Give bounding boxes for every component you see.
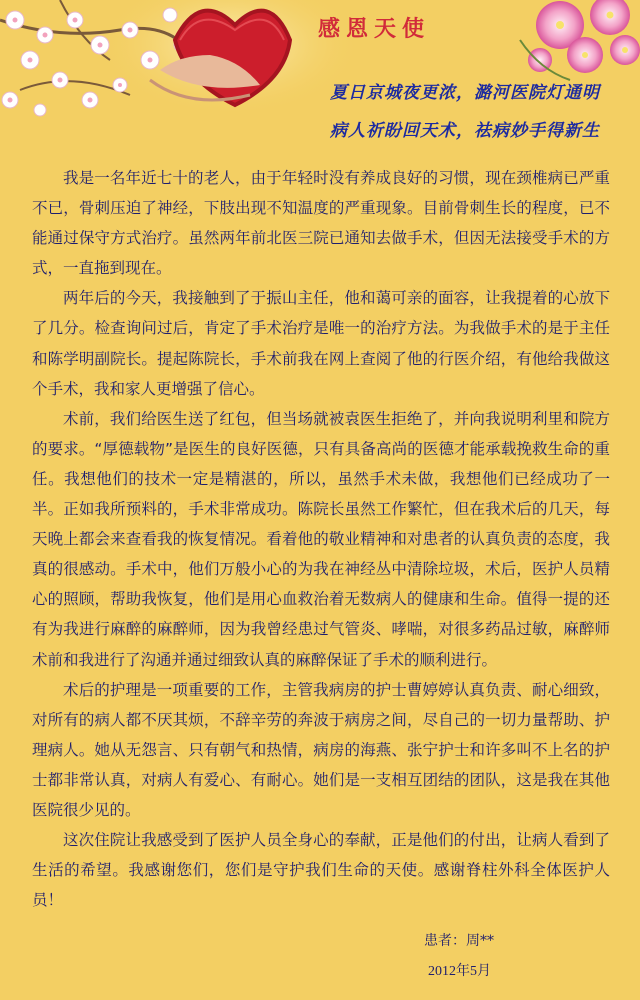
paragraph: 术后的护理是一项重要的工作，主管我病房的护士曹婷婷认真负责、耐心细致，对所有的病人都不厌其烦，不辞辛劳的奔波于病房之间，尽自己的一切力量帮助、护理病人。她从无怨言、只有朝气和热情，病房的海燕、张宁护士和许多叫不上名的护士都非常认真，对病人有爱心、有耐心。她们是一支相互团结的团队，这是我在其他医院很少见的。 <box>32 680 610 819</box>
signature: 患者：周** <box>424 933 494 949</box>
paragraph: 我是一名年近七十的老人，由于年轻时没有养成良好的习惯，现在颈椎病已严重不已，骨刺压迫了神经，下肢出现不知温度的严重现象。目前骨刺生长的程度，已不能通过保守方式治疗。虽然两年前北医三院已通知去做手术，但因无法接受手术的方式，一直拖到现在。 <box>32 169 610 278</box>
paragraph: 两年后的今天，我接触到了于振山主任，他和蔼可亲的面容，让我提着的心放下了几分。检查询问过后，肯定了手术治疗是唯一的治疗方法。为我做手术的是于主任和陈学明副院长。提起陈院长，手术前我在网上查阅了他的行医介绍，有他给我做这个手术，我和家人更增强了信心。 <box>32 289 610 398</box>
page-title: 感恩天使 <box>318 16 431 42</box>
paragraph: 术前，我们给医生送了红包，但当场就被袁医生拒绝了，并向我说明利里和院方的要求。“厚德载物”是医生的良好医德，只有具备高尚的医德才能承载挽救生命的重任。我想他们的技术一定是精湛的，所以，虽然手术未做，我想他们已经成功了一半。正如我所预料的，手术非常成功。陈院长虽然工作繁忙，但在我术后的几天，每天晚上都会来查看我的恢复情况。看着他的敬业精神和对患者的认真负责的态度，我真的很感动。手术中，他们万般小心的为我在神经丛中清除垃圾，术后，医护人员精心的照顾，帮助我恢复，他们是用心血救治着无数病人的健康和生命。值得一提的还有为我进行麻醉的麻醉师，因为我曾经患过气管炎、哮喘，对很多药品过敏，麻醉师术前和我进行了沟通并通过细致认真的麻醉保证了手术的顺利进行。 <box>32 409 610 669</box>
paragraph: 这次住院让我感受到了医护人员全身心的奉献，正是他们的付出，让病人看到了生活的希望。我感谢您们，您们是守护我们生命的天使。感谢脊柱外科全体医护人员！ <box>32 831 610 910</box>
subtitle-line-1: 夏日京城夜更浓，潞河医院灯通明 <box>330 83 600 103</box>
letter-body <box>32 163 610 915</box>
date: 2012年5月 <box>428 964 491 979</box>
header-banner <box>0 0 640 150</box>
subtitle-line-2: 病人祈盼回天术，祛病妙手得新生 <box>330 121 600 141</box>
